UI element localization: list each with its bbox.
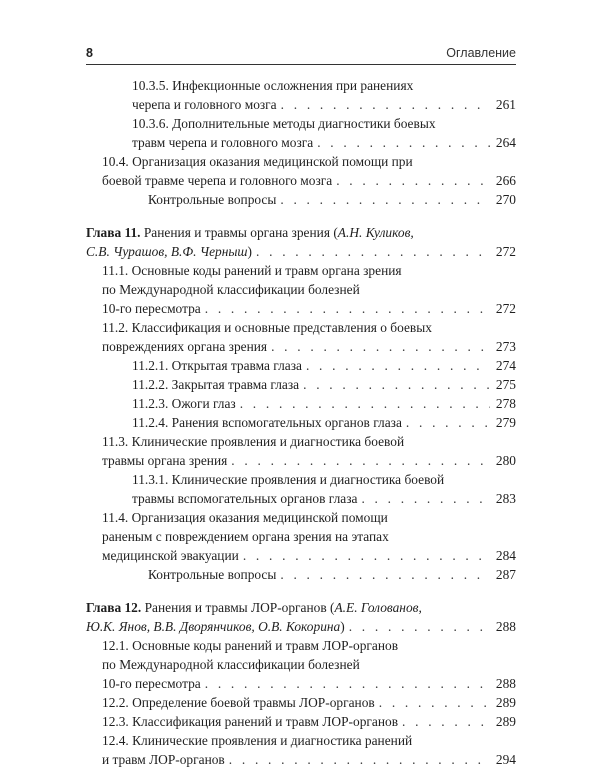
toc-entry-text: 11.3.1. Клинические проявления и диагностика боевой [132,472,445,487]
toc-entry-11-2[interactable] [102,318,516,356]
running-header [86,44,516,65]
toc-entry-questions-10[interactable] [148,190,516,209]
paren: ) [340,619,345,634]
toc-entry-text: 11.2.2. Закрытая травма глаза [132,377,300,392]
toc-entry-11-4[interactable] [102,508,516,565]
toc-page-number: 289 [495,695,516,710]
leader-dots [280,565,490,584]
leader-dots [406,413,490,432]
toc-entry-text: травмы органа зрения [102,453,228,468]
toc-page-number: 284 [495,548,516,563]
toc-entry-text: 12.1. Основные коды ранений и травм ЛОР-органов [102,638,399,653]
toc-entry-text: Контрольные вопросы [148,192,277,207]
toc-page-number: 272 [495,244,516,259]
toc-entry-text: травмы вспомогательных органов глаза [132,491,358,506]
toc-entry-text: и травм ЛОР-органов [102,752,225,767]
toc-entry-10-3-6[interactable] [132,114,516,152]
page-number: 8 [86,46,93,60]
toc-entry-text: 11.2.1. Открытая травма глаза [132,358,302,373]
toc-entry-text: 11.4. Организация оказания медицинской помощи [102,510,388,525]
toc-page-number: 266 [495,173,516,188]
leader-dots [336,171,490,190]
toc-page-number: 288 [495,676,516,691]
chapter-title: Ранения и травмы ЛОР-органов ( [144,600,335,615]
toc-page-number: 289 [495,714,516,729]
leader-dots [229,750,490,769]
toc-entry-11-3[interactable] [102,432,516,470]
toc-page-number: 283 [495,491,516,506]
toc-entry-text: 11.1. Основные коды ранений и травм органа зрения [102,263,402,278]
toc-entry-text: 11.3. Клинические проявления и диагностика боевой [102,434,405,449]
toc-entry-text: 10.4. Организация оказания медицинской помощи при [102,154,413,169]
toc-page-number: 278 [495,396,516,411]
toc-entry-text: медицинской эвакуации [102,548,239,563]
chapter-label: Глава 12. [86,600,142,615]
leader-dots [243,546,490,565]
toc-entry-text: 10.3.6. Дополнительные методы диагностики боевых [132,116,436,131]
leader-dots [256,242,490,261]
toc-entry-text: повреждениях органа зрения [102,339,268,354]
toc-entry-text: 11.2.4. Ранения вспомогательных органов глаза [132,415,402,430]
leader-dots [205,299,490,318]
leader-dots [281,95,490,114]
toc-entry-text: 12.3. Классификация ранений и травм ЛОР-органов [102,714,399,729]
toc-entry-12-3[interactable] [102,712,516,731]
toc-entry-10-3-5[interactable] [132,76,516,114]
toc-page-number: 270 [495,192,516,207]
toc-entry-12-1[interactable] [102,636,516,693]
toc-page-number: 275 [495,377,516,392]
leader-dots [205,674,490,693]
toc-entry-text: 10.3.5. Инфекционные осложнения при ранениях [132,78,414,93]
toc-entry-text: 11.2.3. Ожоги глаз [132,396,236,411]
leader-dots [402,712,490,731]
toc-entry-text: Контрольные вопросы [148,567,277,582]
chapter-authors: А.Н. Куликов, [337,225,414,240]
leader-dots [240,394,490,413]
leader-dots [379,693,490,712]
toc-page-number: 279 [495,415,516,430]
toc-page-number: 273 [495,339,516,354]
toc-entry-12-2[interactable] [102,693,516,712]
toc-page-number: 287 [495,567,516,582]
toc-entry-11-2-2[interactable] [132,375,516,394]
leader-dots [361,489,490,508]
leader-dots [231,451,490,470]
toc-entry-text: 11.2. Классификация и основные представления о боевых [102,320,432,335]
toc-entry-10-4[interactable] [102,152,516,190]
toc-page-number: 274 [495,358,516,373]
toc-entry-text: по Международной классификации болезней [102,657,360,672]
toc-entry-questions-11[interactable] [148,565,516,584]
leader-dots [271,337,490,356]
chapter-authors: С.В. Чурашов, В.Ф. Черныш [86,244,248,259]
toc-entry-11-1[interactable] [102,261,516,318]
toc-page-number: 280 [495,453,516,468]
toc-entry-11-2-1[interactable] [132,356,516,375]
leader-dots [317,133,490,152]
toc-entry-text: черепа и головного мозга [132,97,277,112]
toc-page-number: 288 [495,619,516,634]
table-of-contents [86,76,516,769]
chapter-title: Ранения и травмы органа зрения ( [143,225,338,240]
toc-entry-text: по Международной классификации болезней [102,282,360,297]
toc-entry-text: боевой травме черепа и головного мозга [102,173,333,188]
leader-dots [349,617,490,636]
toc-chapter-11[interactable] [86,223,516,261]
toc-entry-12-4[interactable] [102,731,516,769]
toc-page-number: 294 [495,752,516,767]
toc-entry-11-3-1[interactable] [132,470,516,508]
running-title: Оглавление [446,46,516,60]
toc-entry-text: 10-го пересмотра [102,676,201,691]
chapter-authors: А.Е. Голованов, [334,600,422,615]
chapter-authors: Ю.К. Янов, В.В. Дворянчиков, О.В. Кокорина [86,619,341,634]
toc-page-number: 272 [495,301,516,316]
toc-entry-text: 12.2. Определение боевой травмы ЛОР-органов [102,695,375,710]
leader-dots [306,356,490,375]
paren: ) [247,244,252,259]
toc-entry-text: 12.4. Клинические проявления и диагностика ранений [102,733,413,748]
leader-dots [280,190,490,209]
toc-entry-text: раненым с повреждением органа зрения на этапах [102,529,389,544]
toc-chapter-12[interactable] [86,598,516,636]
toc-entry-11-2-3[interactable] [132,394,516,413]
toc-entry-text: 10-го пересмотра [102,301,201,316]
leader-dots [303,375,490,394]
toc-page-number: 264 [495,135,516,150]
chapter-label: Глава 11. [86,225,141,240]
toc-entry-text: травм черепа и головного мозга [132,135,314,150]
toc-page-number: 261 [495,97,516,112]
toc-entry-11-2-4[interactable] [132,413,516,432]
